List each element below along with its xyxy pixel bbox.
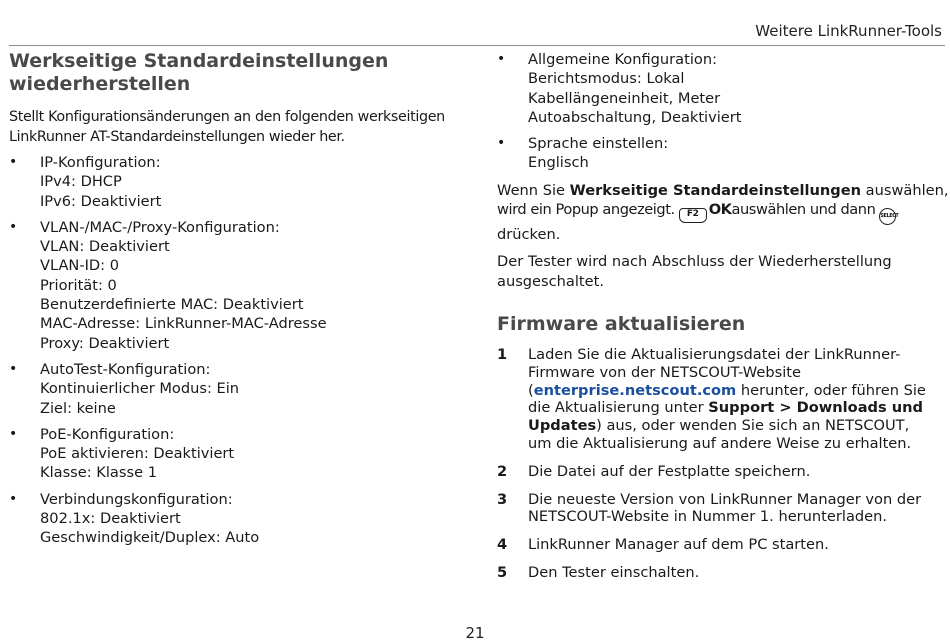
text-run: auswählen,	[861, 181, 949, 199]
step-line	[528, 399, 945, 417]
bullet-icon: •	[9, 360, 18, 377]
netscout-website-link[interactable]: enterprise.netscout.com	[533, 381, 737, 399]
step-item-1	[497, 346, 945, 453]
step-number: 1	[497, 345, 508, 363]
bullet-icon: •	[9, 490, 18, 507]
step-item-2	[497, 463, 945, 481]
default-settings-list	[9, 153, 469, 548]
shutdown-line: ausgeschaltet.	[497, 272, 604, 290]
list-item-line: Priorität: 0	[40, 276, 117, 294]
factory-defaults-term: Werkseitige Standardeinstellungen	[569, 181, 862, 199]
step-line: Den Tester einschalten.	[528, 563, 700, 581]
list-item-line: IP-Konfiguration:	[40, 154, 161, 171]
step-item-5	[497, 564, 945, 582]
list-item-line: Berichtsmodus: Lokal	[528, 70, 685, 88]
text-run: herunter, oder führen Sie	[736, 381, 926, 399]
bullet-icon: •	[497, 135, 506, 152]
text-run: auswählen und dann	[731, 201, 876, 219]
list-item-line: VLAN: Deaktiviert	[40, 238, 170, 256]
list-item-line: Geschwindigkeit/Duplex: Auto	[40, 529, 260, 547]
shutdown-line: Der Tester wird nach Abschluss der Wiederherstellung	[497, 253, 892, 271]
list-item-line: Benutzerdefinierte MAC: Deaktiviert	[40, 296, 304, 314]
list-item-line: Sprache einstellen:	[528, 135, 669, 153]
step-line: LinkRunner Manager auf dem PC starten.	[528, 536, 829, 554]
intro-line: Stellt Konfigurationsänderungen an den folgenden werkseitigen	[9, 109, 445, 125]
list-item-line: Klasse: Klasse 1	[40, 464, 157, 482]
list-item-line: Allgemeine Konfiguration:	[528, 51, 717, 68]
list-item-poe-config	[9, 425, 469, 483]
intro-paragraph	[9, 108, 469, 147]
popup-line	[497, 181, 949, 200]
list-item-line: VLAN-ID: 0	[40, 257, 119, 275]
list-item-line: Kontinuierlicher Modus: Ein	[40, 380, 240, 398]
default-settings-list-continued	[497, 50, 945, 173]
step-number: 5	[497, 563, 508, 581]
list-item-line: Verbindungskonfiguration:	[40, 490, 233, 508]
section-title-firmware-update: Firmware aktualisieren	[497, 312, 746, 335]
step-line: um die Aktualisierung auf andere Weise zu erhalten.	[528, 434, 912, 452]
bullet-icon: •	[9, 154, 18, 170]
section-title-line: Werkseitige Standardeinstellungen	[9, 50, 389, 72]
step-line	[528, 382, 945, 400]
firmware-steps-list	[497, 346, 945, 582]
menu-path: Support > Downloads und	[708, 399, 923, 417]
menu-path: Updates	[528, 417, 597, 435]
header-divider	[9, 45, 945, 46]
bullet-icon: •	[497, 51, 506, 67]
list-item-line: Proxy: Deaktiviert	[40, 334, 170, 352]
list-item-connection-config	[9, 490, 469, 548]
list-item-line: IPv4: DHCP	[40, 173, 122, 191]
list-item-general-config	[497, 50, 945, 127]
list-item-line: PoE aktivieren: Deaktiviert	[40, 445, 235, 463]
popup-line	[497, 200, 945, 225]
shutdown-paragraph	[497, 252, 945, 291]
text-run: Wenn Sie	[497, 181, 570, 199]
list-item-line: IPv6: Deaktiviert	[40, 192, 162, 210]
step-number: 2	[497, 462, 508, 480]
running-header: Weitere LinkRunner-Tools	[755, 22, 942, 40]
popup-line: drücken.	[497, 226, 561, 244]
step-number: 3	[497, 490, 508, 508]
left-column	[9, 50, 469, 555]
step-line: NETSCOUT-Website in Nummer 1. herunterladen.	[528, 508, 888, 526]
page-number: 21	[465, 624, 485, 642]
step-line: Die Datei auf der Festplatte speichern.	[528, 462, 811, 480]
text-run: ) aus, oder wenden Sie sich an NETSCOUT,	[596, 417, 910, 435]
list-item-line: 802.1x: Deaktiviert	[40, 510, 181, 528]
bullet-icon: •	[9, 425, 18, 442]
step-item-3	[497, 491, 945, 527]
step-line: Die neueste Version von LinkRunner Manager von der	[528, 490, 922, 508]
ok-label: OK	[708, 201, 732, 219]
list-item-line: Ziel: keine	[40, 399, 116, 417]
text-run: (	[528, 381, 534, 399]
text-run: die Aktualisierung unter	[528, 399, 709, 417]
f2-key-icon: F2	[679, 208, 707, 223]
step-line	[528, 417, 945, 435]
list-item-line: Autoabschaltung, Deaktiviert	[528, 108, 742, 126]
right-column	[497, 50, 949, 592]
list-item-language	[497, 134, 945, 173]
bullet-icon: •	[9, 218, 18, 235]
section-title-factory-defaults	[9, 50, 469, 96]
intro-line: LinkRunner AT-Standardeinstellungen wieder her.	[9, 128, 345, 145]
step-line: Firmware von der NETSCOUT-Website	[528, 363, 801, 381]
list-item-line: Englisch	[528, 154, 589, 172]
step-line: Laden Sie die Aktualisierungsdatei der LinkRunner-	[528, 345, 901, 363]
select-key-icon: SELECT	[879, 208, 896, 225]
step-item-4	[497, 536, 945, 554]
list-item-line: VLAN-/MAC-/Proxy-Konfiguration:	[40, 218, 280, 236]
popup-paragraph	[497, 181, 949, 245]
section-title-line: wiederherstellen	[9, 73, 191, 95]
list-item-autotest-config	[9, 360, 469, 418]
list-item-ip-config	[9, 153, 469, 211]
list-item-vlan-config	[9, 218, 469, 353]
list-item-line: AutoTest-Konfiguration:	[40, 360, 211, 378]
step-number: 4	[497, 536, 508, 554]
list-item-line: MAC-Adresse: LinkRunner-MAC-Adresse	[40, 315, 327, 333]
list-item-line: Kabellängeneinheit, Meter	[528, 89, 721, 107]
text-run: wird ein Popup angezeigt.	[497, 201, 675, 219]
list-item-line: PoE-Konfiguration:	[40, 425, 175, 443]
